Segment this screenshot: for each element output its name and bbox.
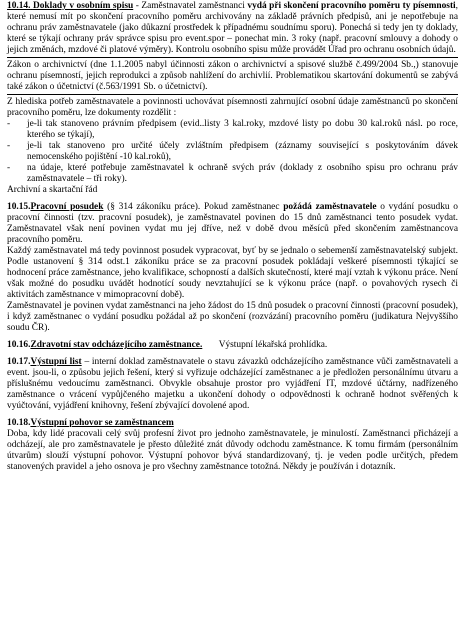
list-item [7, 141, 458, 163]
section-title: Výstupní pohovor se zaměstnancem [30, 418, 174, 428]
section-10-18-paragraph: Doba, kdy lidé pracovali celý svůj profesní život pro jednoho zaměstnavatele, je minulostí. Zaměstnanci přicházejí a odcházejí, ale pro zaměstnavatele je přesto důležité znát důvody odchodu zaměstnance. K tomu firmám (personálním útvarům) slouží výstupní pohovor. Výstupní pohovor bývá standardizovaný, tj. je veden podle určitých, předem stanovených pravidel a jeho osnova je pro všechny zaměstnance totožná. Někdy je používán i dotazník. [7, 429, 458, 472]
list-item-text: je-li tak stanoveno právním předpisem (evid..listy 3 kal.roky, mzdové listy po dobu 30 kal.roků násl. po roce, kterého se týkají), [27, 119, 458, 140]
section-10-15-paragraph-3: Zaměstnavatel je povinen vydat zaměstnanci na jeho žádost do 15 dnů posudek o pracovní činnosti (pracovní posudek), i když zaměstnanec o vydání posudku požádal až po skončení (rozvázání) pracovního poměru (judikatura Nejvyššího soudu ČR). [7, 301, 458, 333]
section-number: 10.18. [7, 418, 31, 428]
divider [7, 94, 458, 95]
section-10-14-heading [7, 1, 133, 11]
section-title: Výstupní list [30, 357, 82, 367]
section-title: Pracovní posudek [30, 202, 104, 212]
section-10-18-heading [7, 418, 458, 429]
section-10-16 [7, 340, 458, 351]
section-10-14-paragraph-4: Archivní a skartační řád [7, 185, 98, 195]
section-number: 10.15. [7, 202, 31, 212]
text-run: - Zaměstnavatel zaměstnanci [133, 1, 248, 11]
text-run: , které nemusí mít po skončení pracovního poměru archivovány na základě právních předpisů, ani je nepotřebuje na ochranu práv zaměstnavatele (jako důkazní prostředek k případnému soudnímu sporu). Ponechá si tedy jen ty doklady, které se týkají ochrany práv správce spisu pro event.spor – ponechat min. 3 roky (např. pracovní smlouvy a dohody o jejich změnách, mzdové či platové výměry). Kontrolu osobního spisu může provádět Úřad pro ochranu osobních údajů. [7, 1, 459, 55]
divider [7, 57, 458, 58]
section-10-18 [7, 418, 458, 473]
section-10-17 [7, 357, 458, 412]
section-number: 10.16. [7, 340, 31, 350]
section-10-14-paragraph-1 [7, 1, 458, 56]
section-10-15-paragraph-1 [7, 202, 458, 246]
section-10-15-paragraph-2: Každý zaměstnavatel má tedy povinnost posudek vypracovat, byť by se jednalo o sebemenší zaměstnavatelský subjekt. Podle ustanovení § 314 odst.1 zákoníku práce se za pracovní posudek pokládají veškeré písemnosti týkající se hodnocení práce zaměstnance, jeho kvalifikace, schopností a dalších skutečností, které mají vztah k výkonu práce. Není však možné do posudku uvádět hodnotící soudy nevztahující se k výkonu práce (např. o povahových rysech či aktivitách zaměstnance v mimopracovní době). [7, 246, 458, 300]
list-item [7, 119, 458, 141]
section-number: 10.14. [7, 1, 31, 11]
section-number: 10.17. [7, 357, 31, 367]
section-title: Zdravotní stav odcházejícího zaměstnance. [30, 340, 203, 350]
list-bullet: - [7, 163, 11, 173]
section-10-14-paragraph-3: Z hlediska potřeb zaměstnavatele a povinnosti uchovávat písemnosti zahrnující osobní údaje zaměstnanců po skončení pracovního poměru, lze dokumenty rozdělit : [7, 97, 458, 118]
section-10-16-heading [7, 340, 202, 350]
section-10-14 [7, 1, 458, 196]
emphasis-text: vydá při skončení pracovního poměru ty písemnosti [247, 1, 456, 11]
list-bullet: - [7, 119, 11, 129]
text-run: – interní doklad zaměstnavatele o stavu závazků odcházejícího zaměstnance vůči zaměstnavateli a event. jsou-li, o způsobu jejich řešení, který si vyřizuje odcházející zaměstnanec a je předložen personálnímu útvaru a příslušnému vedoucímu zaměstnanci. Obvykle obsahuje prostor pro vyjádření IT, mzdové účtárny, nadřízeného zaměstnance o vrácení vypůjčeného majetku a ukončení dohody o odpovědnosti k ochraně hodnot svěřených k vyúčtování, vyjádření knihovny, řešení zbývající dovolené apod. [7, 357, 458, 411]
list-item-text: na údaje, které potřebuje zaměstnavatel k ochraně svých práv (doklady z osobního spisu pro ochranu práv zaměstnavatele – tři roky). [27, 163, 458, 184]
list-item-text: je-li tak stanoveno pro určité účely zvláštním předpisem (záznamy související s poskytováním dávek nemocenského pojištění -10 kal.roků), [27, 141, 458, 162]
section-title: Doklady v osobním spisu [32, 1, 134, 11]
emphasis-text: požádá zaměstnavatele [283, 202, 377, 212]
text-run: (§ 314 zákoníku práce). Pokud zaměstnanec [103, 202, 284, 212]
list-bullet: - [7, 141, 11, 151]
section-10-17-heading [7, 357, 82, 367]
list-item [7, 163, 458, 185]
section-10-17-paragraph [7, 357, 458, 412]
section-10-15 [7, 202, 458, 334]
section-10-15-heading [7, 202, 103, 212]
text-run: o vydání posudku o pracovní činnosti (tzv. pracovní posudek), je zaměstnavatel povinen do 15 dnů zaměstnanci tento posudek vydat. Zaměstnavatel však není povinen vydat mu jej dříve, než v době dvou měsíců před skončením zaměstnancova pracovního poměru. [7, 202, 458, 245]
section-10-14-paragraph-2: Zákon o archivnictví (dne 1.1.2005 nabyl účinnosti zákon o archivnictví a spisové službě č.499/2004 Sb.,) stanovuje ochranu písemností, jejich reprodukci a způsob nahlížení do archivlií. Problematikou skartování dokumentů se zabývá také zákon o účetnictví (č.563/1991 Sb. o účetnictví). [7, 60, 458, 92]
section-10-16-paragraph [7, 340, 458, 351]
text-run: Výstupní lékařská prohlídka. [218, 340, 328, 350]
